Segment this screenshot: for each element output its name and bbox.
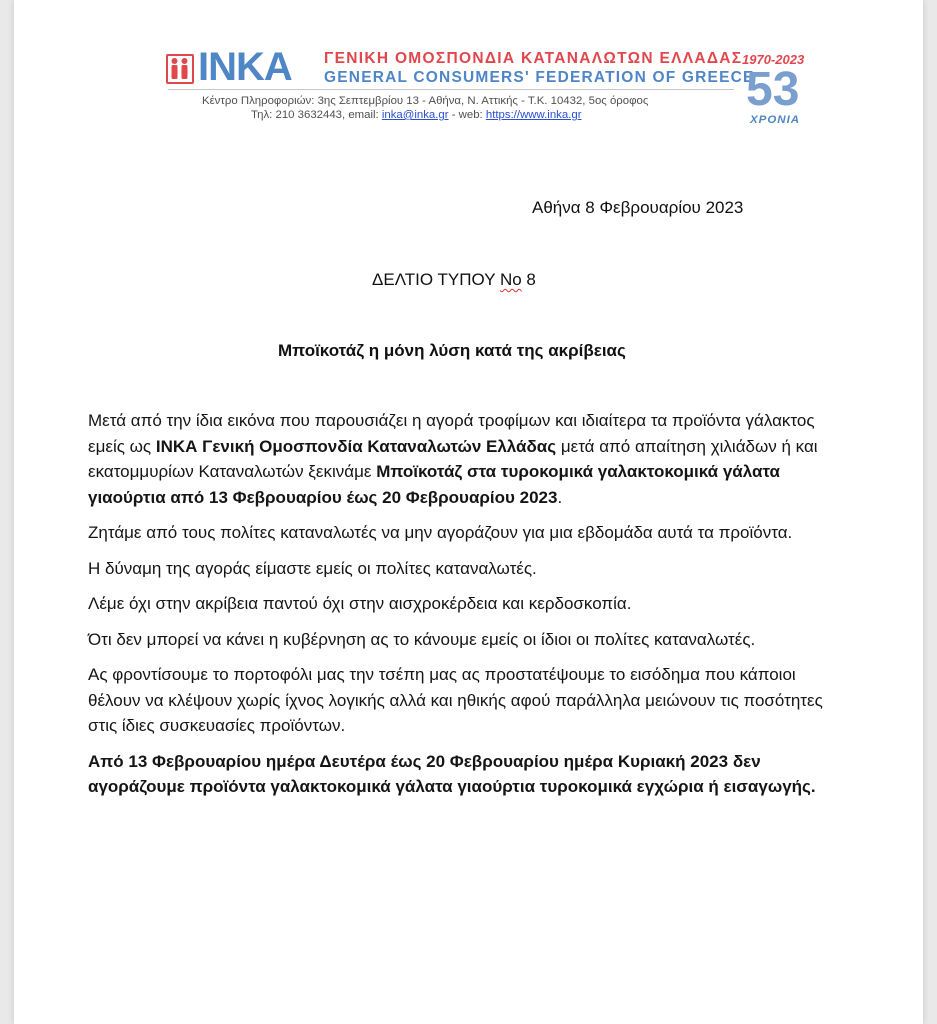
document-body bbox=[88, 408, 848, 810]
paragraph-3: Η δύναμη της αγοράς είμαστε εμείς οι πολίτες καταναλωτές. bbox=[88, 558, 537, 578]
press-release-number: 8 bbox=[521, 270, 536, 289]
paragraph-1-text: Μετά από την ίδια εικόνα που παρουσιάζει η αγορά τροφίμων και ιδιαίτερα τα προϊόντα γάλακτος εμείς ως bbox=[88, 411, 815, 456]
paragraph-2: Ζητάμε από τους πολίτες καταναλωτές να μην αγοράζουν για μια εβδομάδα αυτά τα προϊόντα. bbox=[88, 523, 793, 542]
paragraph-4: Λέμε όχι στην ακρίβεια παντού όχι στην αισχροκέρδεια και κερδοσκοπία. bbox=[88, 594, 632, 613]
phone-text: Τηλ: 210 3632443, email: bbox=[251, 109, 382, 121]
org-contact bbox=[251, 109, 581, 121]
paragraph-1 bbox=[88, 408, 848, 510]
press-release-prefix: ΔΕΛΤΙΟ ΤΥΠΟΥ bbox=[372, 270, 500, 289]
document-page bbox=[14, 0, 923, 1024]
anniversary-range: 1970-2023 bbox=[742, 52, 805, 67]
org-address: Κέντρο Πληροφοριών: 3ης Σεπτεμβρίου 13 - Αθήνα, Ν. Αττικής - Τ.Κ. 10432, 5ος όροφος bbox=[202, 95, 649, 107]
letterhead-divider bbox=[168, 89, 734, 90]
org-name-english: GENERAL CONSUMERS' FEDERATION OF GREECE bbox=[324, 69, 755, 86]
paragraph-1-end: . bbox=[557, 487, 563, 507]
paragraph-1-text-2: μετά από απαίτηση χιλιάδων ή και εκατομμυρίων Καταναλωτών ξεκινάμε bbox=[88, 436, 818, 481]
anniversary-label: ΧΡΟΝΙΑ bbox=[750, 114, 801, 126]
family-logo-icon bbox=[166, 54, 194, 84]
press-release-title bbox=[372, 270, 536, 290]
document-headline: Μποϊκοτάζ η μόνη λύση κατά της ακρίβειας bbox=[278, 341, 626, 360]
paragraph-5: Ότι δεν μπορεί να κάνει η κυβέρνηση ας το κάνουμε εμείς οι ίδιοι οι πολίτες καταναλωτές. bbox=[88, 629, 756, 649]
document-date: Αθήνα 8 Φεβρουαρίου 2023 bbox=[532, 198, 744, 217]
web-prefix: - web: bbox=[448, 109, 486, 121]
paragraph-1-boycott-bold: Μποϊκοτάζ στα τυροκομικά γαλακτοκομικά γάλατα γιαούρτια από 13 Φεβρουαρίου έως 20 Φεβρουαρίου 2023 bbox=[88, 462, 781, 507]
paragraph-7-bold: Από 13 Φεβρουαρίου ημέρα Δευτέρα έως 20 Φεβρουαρίου ημέρα Κυριακή 2023 δεν αγοράζουμε προϊόντα γαλακτοκομικά γάλατα γιαούρτια τυροκομικά εγχώρια ή εισαγωγής. bbox=[88, 751, 816, 796]
email-link[interactable]: inka@inka.gr bbox=[381, 109, 449, 121]
org-logo-text: INKA bbox=[198, 45, 292, 89]
press-release-no: Νο bbox=[499, 270, 522, 289]
org-name-greek: ΓΕΝΙΚΗ ΟΜΟΣΠΟΝΔΙΑ ΚΑΤΑΝΑΛΩΤΩΝ ΕΛΛΑΔΑΣ bbox=[324, 50, 743, 67]
anniversary-number: 53 bbox=[746, 63, 800, 116]
letterhead bbox=[154, 45, 805, 130]
website-link[interactable]: https://www.inka.gr bbox=[485, 109, 582, 121]
paragraph-6: Ας φροντίσουμε το πορτοφόλι μας την τσέπη μας ας προστατέψουμε το εισόδημα που κάποιοι θέλουν να κλέψουν χωρίς ίχνος λογικής αλλά και ηθικής αφού παράλληλα μειώνουν τις ποσότητες στις ίδιες συσκευασίες προϊόντων. bbox=[88, 665, 823, 735]
paragraph-1-org-bold: ΙΝΚΑ Γενική Ομοσπονδία Καταναλωτών Ελλάδας bbox=[155, 436, 557, 456]
